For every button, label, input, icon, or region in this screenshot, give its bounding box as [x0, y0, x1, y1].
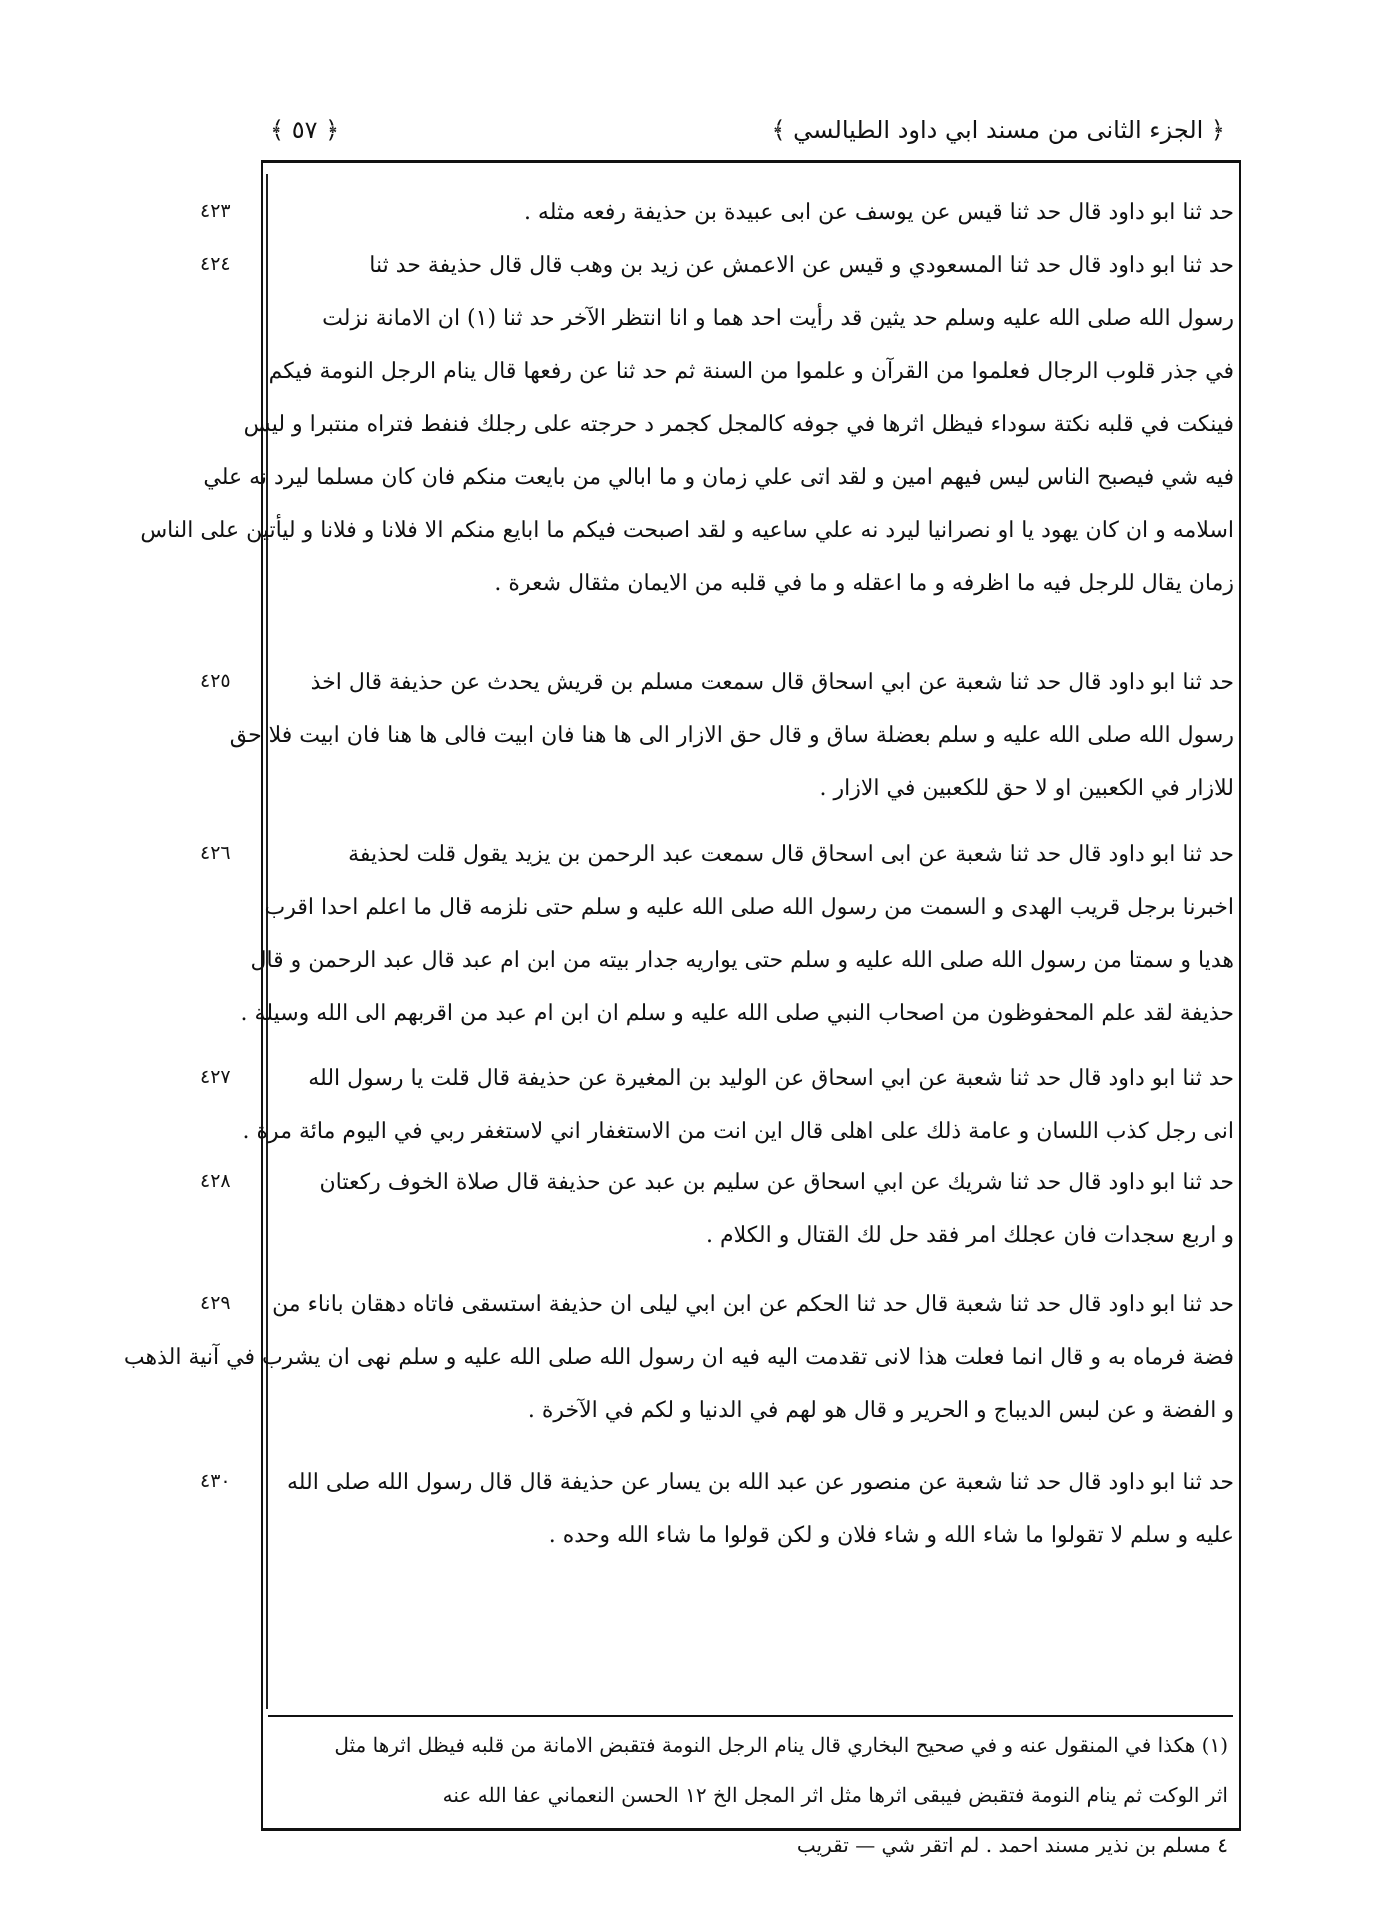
text-line: حد ثنا ابو داود قال حد ثنا شعبة عن ابي اسحاق قال سمعت مسلم بن قريش يحدث عن حذيفة قال اخذ — [310, 670, 1234, 695]
text-line: حد ثنا ابو داود قال حد ثنا شعبة عن ابى اسحاق قال سمعت عبد الرحمن بن يزيد يقول قلت لحذيفة — [348, 842, 1234, 867]
text-line: زمان يقال للرجل فيه ما اظرفه و ما اعقله و ما في قلبه من الايمان مثقال شعرة . — [494, 571, 1234, 596]
text-line: هديا و سمتا من رسول الله صلى الله عليه و سلم حتى يواريه جدار بيته من ابن ام عبد قال عبد الرحمن و قال — [250, 948, 1234, 973]
text-line: انى رجل كذب اللسان و عامة ذلك على اهلى قال اين انت من الاستغفار اني لاستغفر ربي في اليوم مائة مرة . — [242, 1119, 1234, 1144]
text-line: رسول الله صلى الله عليه و سلم بعضلة ساق و قال حق الازار الى ها هنا فان ابيت فالى ها هنا فان ابيت فلا حق — [229, 723, 1234, 748]
hadith-entry — [268, 1156, 1234, 1262]
text-line: فضة فرماه به و قال انما فعلت هذا لانى تقدمت اليه فيه ان رسول الله صلى الله عليه و سلم نهى ان يشرب في آنية الذهب — [123, 1345, 1234, 1370]
hadith-entry — [268, 186, 1234, 239]
text-line: حد ثنا ابو داود قال حد ثنا شريك عن ابي اسحاق عن سليم بن عبد عن حذيفة قال صلاة الخوف ركعتان — [319, 1170, 1234, 1195]
hadith-entry — [242, 1052, 1234, 1158]
page-header — [270, 112, 1225, 152]
hadith-entry — [268, 1456, 1234, 1562]
text-line: فيه شي فيصبح الناس ليس فيهم امين و لقد اتى علي زمان و ما ابالي من بايعت منكم فان كان مسلما ليرد نه علي — [203, 465, 1234, 490]
footnote-line: (١) هكذا في المنقول عنه و في صحيح البخاري قال ينام الرجل النومة فتقبض الامانة من قلبه فيظل اثرها مثل — [334, 1733, 1228, 1757]
footnote-divider — [268, 1715, 1233, 1717]
footnote-line: اثر الوكت ثم ينام النومة فتقبض فيبقى اثرها مثل اثر المجل الخ ١٢ الحسن النعماني عفا الله عنه — [442, 1783, 1228, 1807]
hadith-number: ٤٢٤ — [200, 253, 231, 275]
hadith-number: ٤٢٣ — [200, 200, 231, 222]
footnotes — [268, 1720, 1228, 1870]
text-line: حد ثنا ابو داود قال حد ثنا المسعودي و قيس عن الاعمش عن زيد بن وهب قال قال حذيفة حد ثنا — [369, 253, 1234, 278]
text-line: و اربع سجدات فان عجلك امر فقد حل لك القتال و الكلام . — [706, 1223, 1234, 1248]
page-number: ﴿ ٥٧ ﴾ — [270, 116, 340, 144]
hadith-number: ٤٢٩ — [200, 1292, 231, 1314]
hadith-number: ٤٢٧ — [200, 1066, 231, 1088]
hadith-entry — [229, 656, 1234, 815]
hadith-number: ٤٢٥ — [200, 670, 231, 692]
text-line: اخبرنا برجل قريب الهدى و السمت من رسول الله صلى الله عليه و سلم حتى نلزمه قال ما اعلم احدا اقرب — [264, 895, 1234, 920]
text-line: حد ثنا ابو داود قال حد ثنا شعبة قال حد ثنا الحكم عن ابن ابي ليلى ان حذيفة استسقى فاتاه دهقان باناء من — [272, 1292, 1234, 1317]
hadith-number: ٤٢٦ — [200, 842, 231, 864]
text-line: في جذر قلوب الرجال فعلموا من القرآن و علموا من السنة ثم حد ثنا عن رفعها قال ينام الرجل النومة فيكم — [268, 359, 1234, 384]
footnote-line: ٤ مسلم بن نذير مسند احمد . لم اتقر شي — تقريب — [796, 1833, 1228, 1857]
hadith-entry — [240, 828, 1234, 1040]
text-line: للازار في الكعبين او لا حق للكعبين في الازار . — [819, 776, 1234, 801]
hadith-number: ٤٣٠ — [200, 1470, 231, 1492]
hadith-number: ٤٢٨ — [200, 1170, 231, 1192]
text-line: رسول الله صلى الله عليه وسلم حد يثين قد رأيت احد هما و انا انتظر الآخر حد ثنا (١) ان الامانة نزلت — [322, 306, 1234, 331]
text-line: اسلامه و ان كان يهود يا او نصرانيا ليرد نه علي ساعيه و لقد اصبحت فيكم ما ابايع منكم الا فلانا و فلانا و ليأتين على الناس — [140, 518, 1234, 543]
text-line: حد ثنا ابو داود قال حد ثنا شعبة عن ابي اسحاق عن الوليد بن المغيرة عن حذيفة قال قلت يا رسول الله — [308, 1066, 1234, 1091]
running-title: ﴿ الجزء الثانى من مسند ابي داود الطيالسي ﴾ — [771, 116, 1225, 144]
text-line: عليه و سلم لا تقولوا ما شاء الله و شاء فلان و لكن قولوا ما شاء الله وحده . — [548, 1523, 1234, 1548]
text-line: حذيفة لقد علم المحفوظون من اصحاب النبي صلى الله عليه و سلم ان ابن ام عبد من اقربهم الى الله وسيلة . — [240, 1001, 1234, 1026]
text-line: حد ثنا ابو داود قال حد ثنا شعبة عن منصور عن عبد الله بن يسار عن حذيفة قال قال رسول الله صلى الله — [286, 1470, 1234, 1495]
text-line: فينكت في قلبه نكتة سوداء فيظل اثرها في جوفه كالمجل كجمر د حرجته على رجلك فنفط فتراه منتبرا و ليس — [243, 412, 1234, 437]
text-line: و الفضة و عن لبس الديباج و الحرير و قال هو لهم في الدنيا و لكم في الآخرة . — [527, 1398, 1234, 1423]
text-line: حد ثنا ابو داود قال حد ثنا قيس عن يوسف عن ابى عبيدة بن حذيفة رفعه مثله . — [523, 200, 1234, 225]
